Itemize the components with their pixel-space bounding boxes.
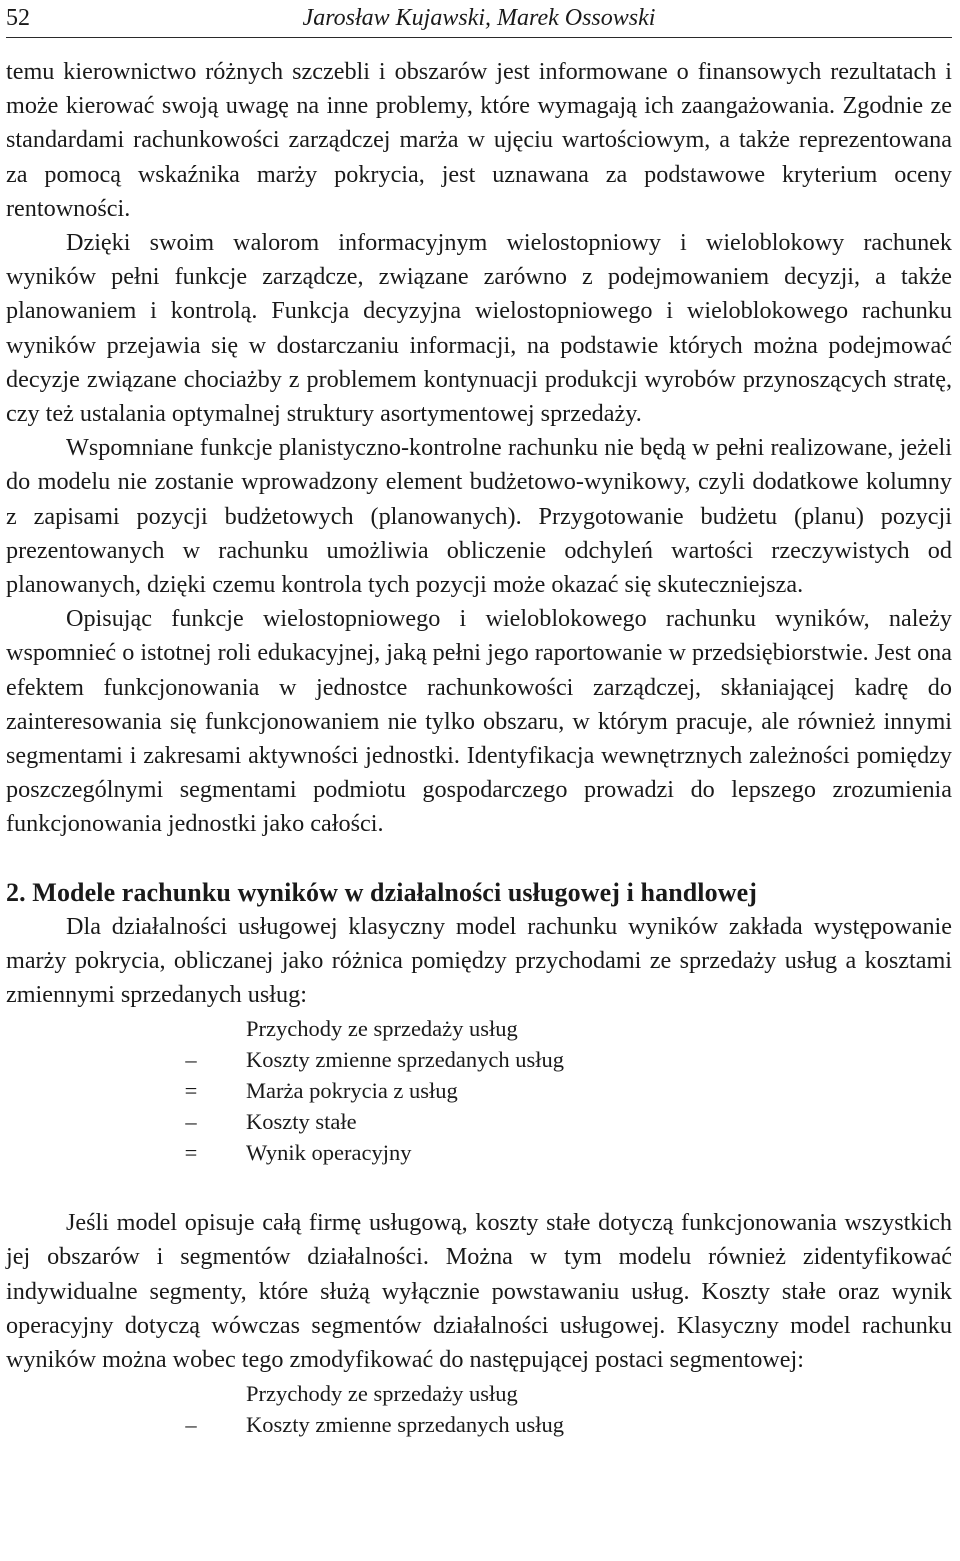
section-heading: 2. Modele rachunku wyników w działalności usługowej i handlowej [6,877,758,907]
scheme-operator: = [184,1140,198,1166]
scheme-label: Przychody ze sprzedaży usług [246,1381,518,1407]
paragraph: Opisując funkcje wielostopniowego i wieloblokowego rachunku wyników, należy wspomnieć o istotnej roli edukacyjnej, jaką pełni jego raportowanie w przedsiębiorstwie. Jest ona efektem funkcjonowania w jednostce rachunkowości zarządczej, skłaniającej kadrę do zainteresowania się funkcjonowaniem nie tylko obszaru, w którym pracuje, ale również innymi segmentami i zakresami aktywności jednostki. Identyfikacja wewnętrznych zależności pomiędzy poszczególnymi segmentami podmiotu gospodarczego prowadzi do lepszego zrozumienia funkcjonowania jednostki jako całości. [6,605,952,838]
paragraph: Dzięki swoim walorom informacyjnym wielostopniowy i wieloblokowy rachunek wyników pełni funkcje zarządcze, związane zarówno z podejmowaniem decyzji, a także planowaniem i kontrolą. Funkcja decyzyjna wielostopniowego i wieloblokowego rachunku wyników przejawia się w dostarczaniu informacji, na podstawie których można podejmować decyzje związane chociażby z problemem kontynuacji produkcji wyrobów przynoszących stratę, czy też ustalania optymalnej struktury asortymentowej sprzedaży. [6,229,952,428]
scheme-label: Koszty stałe [246,1109,357,1135]
scheme-label: Przychody ze sprzedaży usług [246,1016,518,1042]
scheme-line [6,1106,952,1137]
scheme-line [6,1013,952,1044]
paragraph: temu kierownictwo różnych szczebli i obszarów jest informowane o finansowych rezultatach i może kierować swoją uwagę na inne problemy, które wymagają ich zaangażowania. Zgodnie ze standardami rachunkowości zarządczej marża w ujęciu wartościowym, a także reprezentowana za pomocą wskaźnika marży pokrycia, jest uznawana za podstawowe kryterium oceny rentowności. [6,58,952,222]
scheme-operator: – [185,1412,197,1438]
paragraph: Wspomniane funkcje planistyczno-kontrolne rachunku nie będą w pełni realizowane, jeżeli do modelu nie zostanie wprowadzony element budżetowo-wynikowy, czyli dodatkowe kolumny z zapisami pozycji budżetowych (planowanych). Przygotowanie budżetu (planu) pozycji prezentowanych w rachunku umożliwia obliczenie odchyleń wartości rzeczywistych od planowanych, dzięki czemu kontrola tych pozycji może okazać się skuteczniejsza. [6,434,952,599]
scheme-label: Koszty zmienne sprzedanych usług [246,1047,565,1073]
income-statement-scheme [6,1013,952,1168]
scheme-label: Wynik operacyjny [246,1140,412,1166]
scheme-line [6,1044,952,1075]
scheme-label: Koszty zmienne sprzedanych usług [246,1412,565,1438]
body-text [6,55,952,1440]
scheme-line [6,1137,952,1168]
spacer [6,1168,952,1206]
page-number: 52 [6,5,30,31]
scheme-operator: – [185,1109,197,1135]
scheme-line [6,1075,952,1106]
segment-income-statement-scheme [6,1378,952,1440]
scheme-line [6,1378,952,1409]
scheme-line [6,1409,952,1440]
page [6,0,952,1440]
scheme-operator: – [185,1047,197,1073]
paragraph: Jeśli model opisuje całą firmę usługową, koszty stałe dotyczą funkcjonowania wszystkich jej obszarów i segmentów działalności. Można w tym modelu również zidentyfikować indywidualne segmenty, które służą wyłącznie powstawaniu usług. Koszty stałe oraz wynik operacyjny dotyczą wówczas segmentów działalności usługowej. Klasyczny model rachunku wyników można wobec tego zmodyfikować do następującej postaci segmentowej: [6,1209,952,1374]
scheme-operator: = [184,1078,198,1104]
header-authors: Jarosław Kujawski, Marek Ossowski [302,5,656,31]
running-head [6,0,952,38]
scheme-label: Marża pokrycia z usług [246,1078,458,1104]
section-intro-paragraph: Dla działalności usługowej klasyczny model rachunku wyników zakłada występowanie marży pokrycia, obliczanej jako różnica pomiędzy przychodami ze sprzedaży usług a kosztami zmiennymi sprzedanych usług: [6,912,952,1009]
